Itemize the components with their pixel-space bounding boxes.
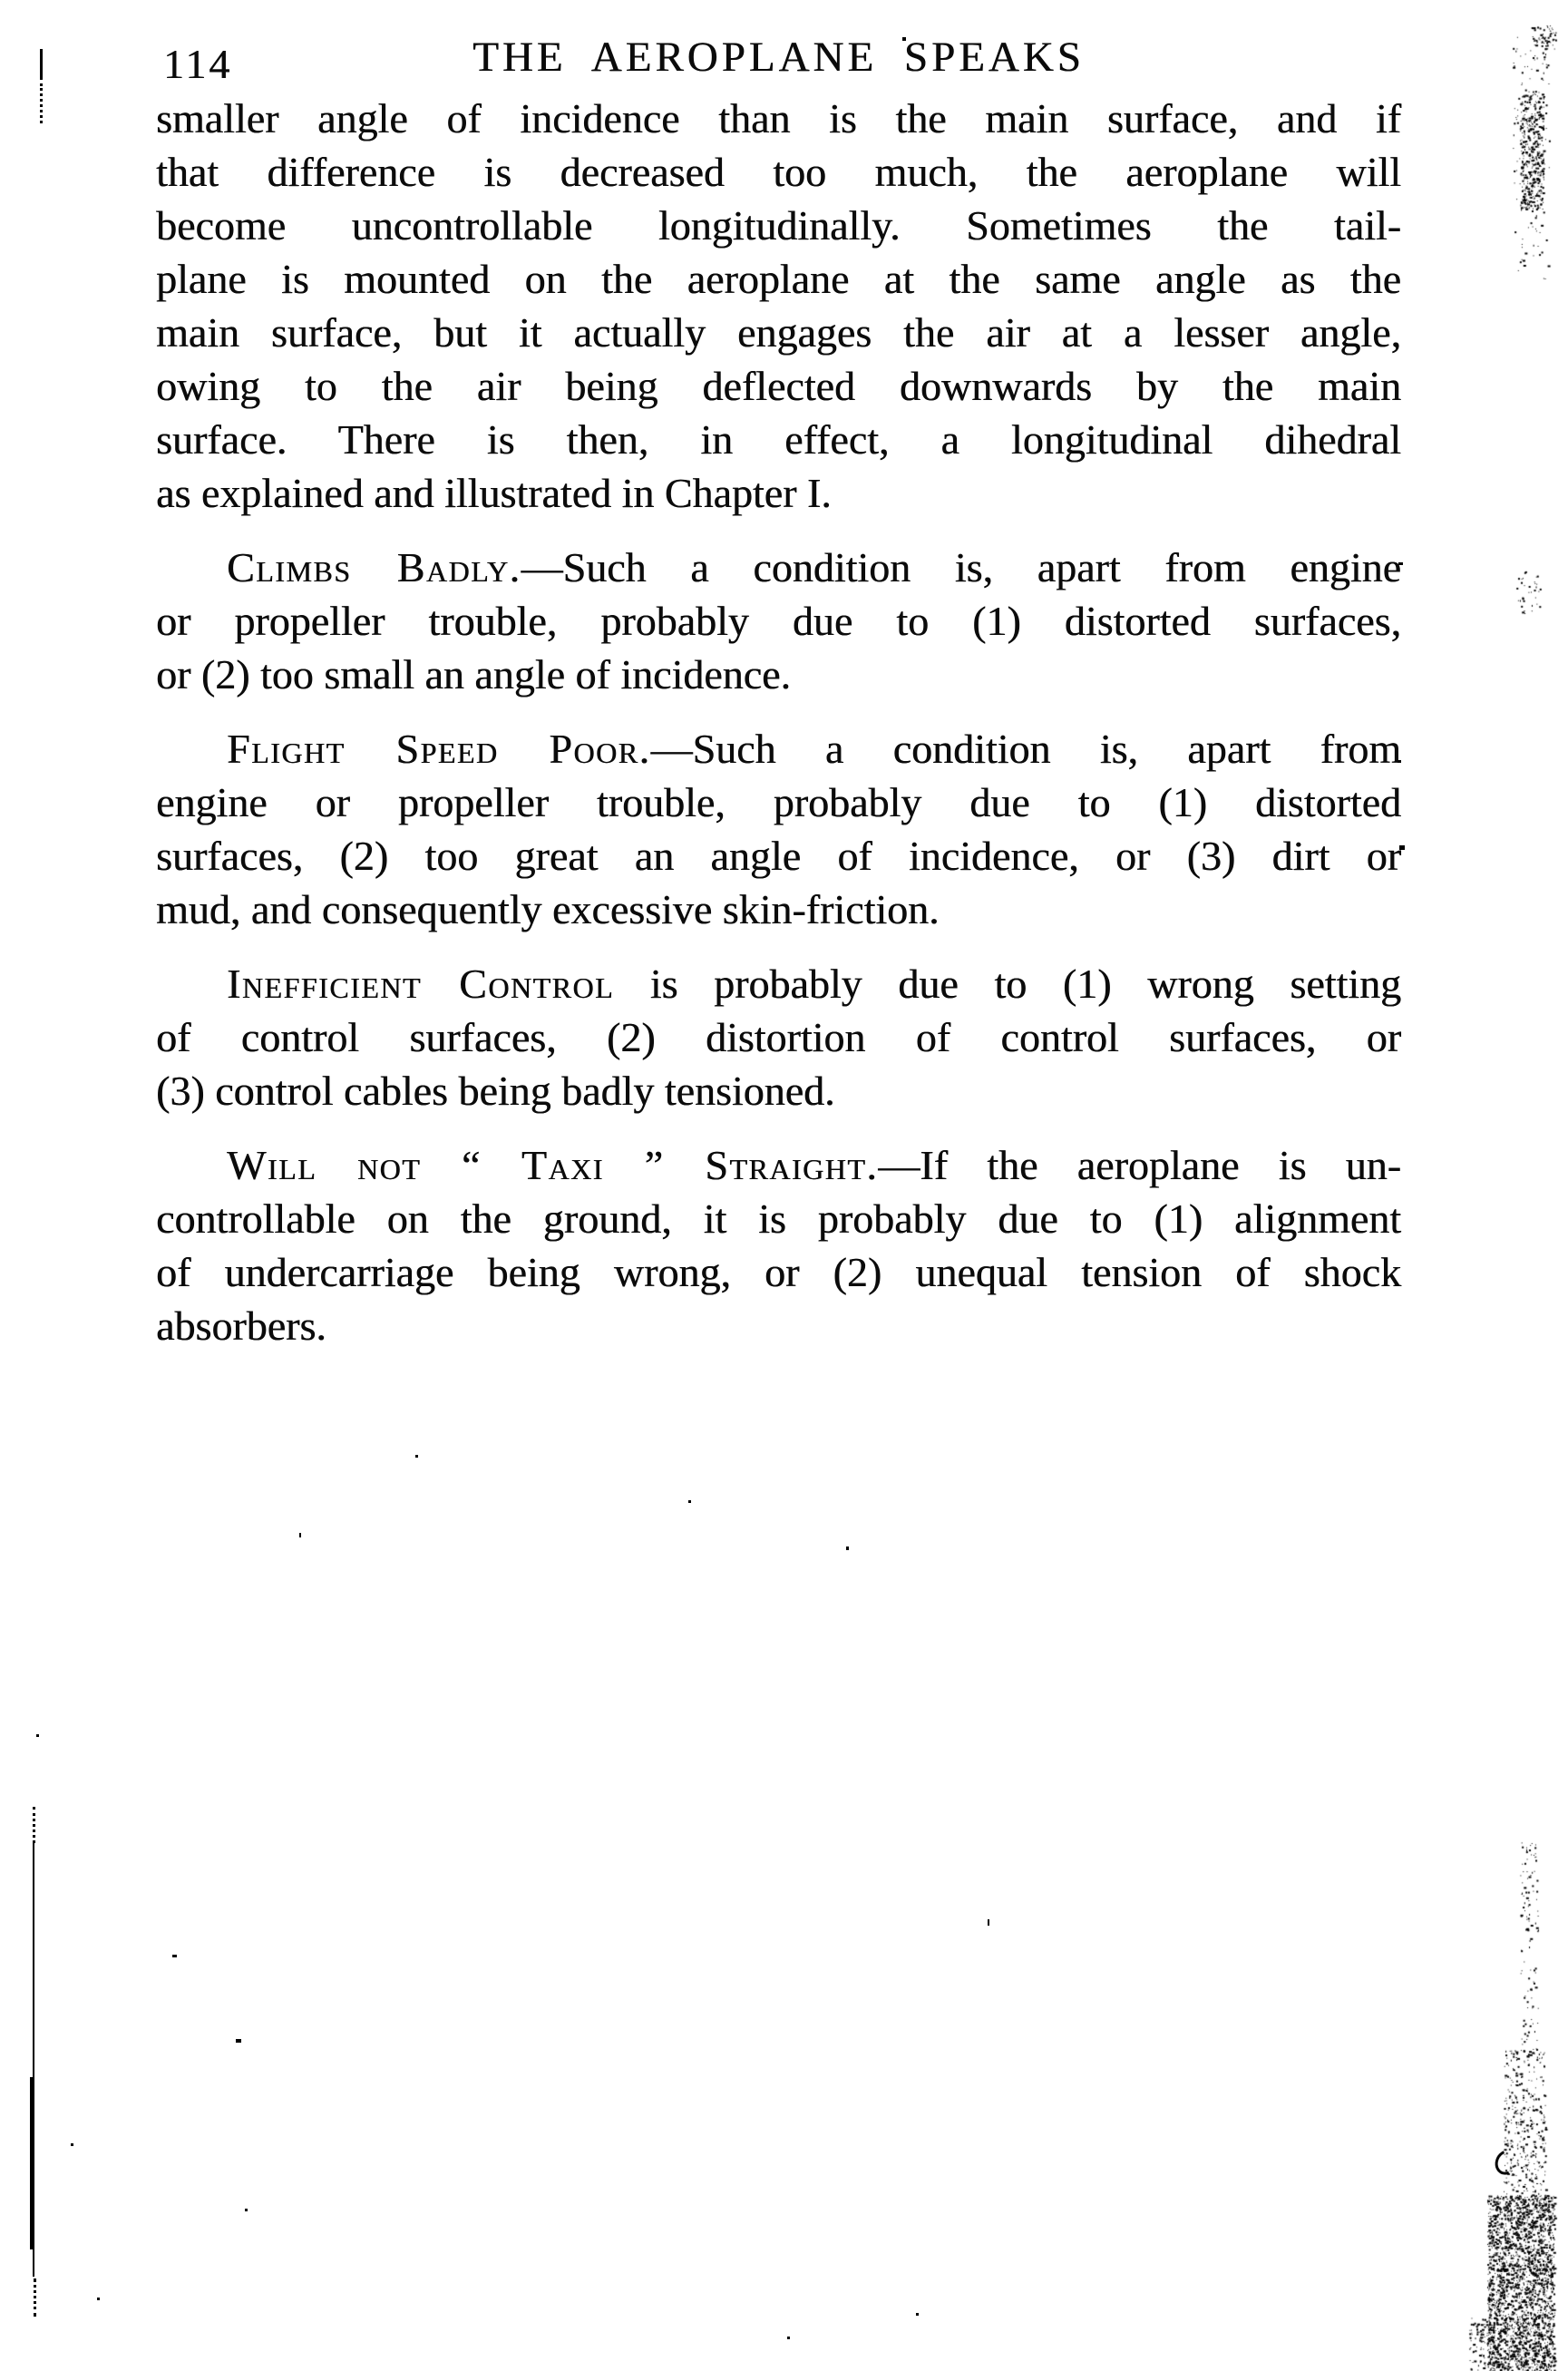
text-line: main surface, but it actually engages the air at a lesser angle,	[156, 309, 1401, 356]
scan-dotted-line	[34, 2278, 36, 2317]
text-line: plane is mounted on the aeroplane at the same angle as the	[156, 256, 1401, 302]
scan-speck	[36, 1734, 39, 1737]
text-line: or propeller trouble, probably due to (1) distorted surfaces,	[156, 598, 1401, 644]
text-line: become uncontrollable longitudinally. Sometimes the tail-	[156, 202, 1401, 249]
text-line	[156, 722, 1401, 776]
scan-speck	[787, 2337, 790, 2339]
scan-speck	[97, 2298, 100, 2300]
paragraph	[156, 957, 1401, 1117]
scan-line-mark	[30, 2077, 34, 2249]
paragraph	[156, 541, 1401, 701]
paragraph-lead-small-caps: Inefficient Control	[227, 961, 615, 1007]
text-line: of control surfaces, (2) distortion of control surfaces, or	[156, 1014, 1401, 1060]
scan-speck	[988, 1919, 989, 1926]
text-line: mud, and consequently excessive skin-friction.	[156, 886, 940, 932]
page-number: 114	[163, 41, 233, 87]
paragraph-lead-small-caps: Climbs Badly.	[227, 544, 521, 590]
text-line: (3) control cables being badly tensioned.	[156, 1068, 835, 1114]
scan-speck	[299, 1533, 301, 1537]
text-line	[156, 957, 1401, 1010]
scan-speck	[245, 2209, 248, 2211]
scan-speck	[415, 1455, 418, 1458]
text-line: as explained and illustrated in Chapter I.	[156, 470, 832, 516]
text-column	[156, 92, 1401, 1352]
scan-speck	[846, 1547, 849, 1550]
scan-speck	[172, 1955, 177, 1957]
scan-speck	[916, 2313, 919, 2316]
text-line	[156, 541, 1401, 594]
paragraph-lead-small-caps: Flight Speed Poor.	[227, 726, 651, 772]
scan-speck	[236, 2039, 241, 2043]
paragraph	[156, 1138, 1401, 1352]
text-line: surface. There is then, in effect, a longitudinal dihedral	[156, 416, 1401, 463]
running-title: THE AEROPLANE SPEAKS	[472, 34, 1085, 81]
text-line	[156, 1138, 1401, 1192]
scan-speck	[71, 2143, 73, 2146]
text-line: that difference is decreased too much, the aeroplane will	[156, 149, 1401, 195]
text-line: surfaces, (2) too great an angle of incidence, or (3) dirt or	[156, 833, 1401, 879]
text-line: owing to the air being deflected downwards by the main	[156, 363, 1401, 409]
paragraph-lead-rest: —If the aeroplane is un-	[878, 1142, 1401, 1188]
text-line: engine or propeller trouble, probably due to (1) distorted	[156, 779, 1401, 825]
scan-dotted-line	[33, 1807, 35, 1843]
scan-dotted-line	[40, 83, 43, 123]
scan-line-mark	[40, 49, 43, 80]
paragraph-lead-rest: —Such a condition is, apart from	[650, 726, 1401, 772]
text-line: controllable on the ground, it is probably due to (1) alignment	[156, 1195, 1401, 1242]
text-line: absorbers.	[156, 1303, 326, 1349]
paragraph	[156, 92, 1401, 520]
text-line: of undercarriage being wrong, or (2) unequal tension of shock	[156, 1249, 1401, 1295]
paragraph-lead-small-caps: Will not “ Taxi ” Straight.	[227, 1142, 879, 1188]
paragraph	[156, 722, 1401, 936]
text-line: smaller angle of incidence than is the main surface, and if	[156, 95, 1401, 141]
text-line: or (2) too small an angle of incidence.	[156, 651, 791, 698]
paragraph-lead-rest: is probably due to (1) wrong setting	[614, 961, 1402, 1007]
paragraph-lead-rest: —Such a condition is, apart from engine	[521, 544, 1401, 590]
scan-speck	[688, 1500, 691, 1503]
